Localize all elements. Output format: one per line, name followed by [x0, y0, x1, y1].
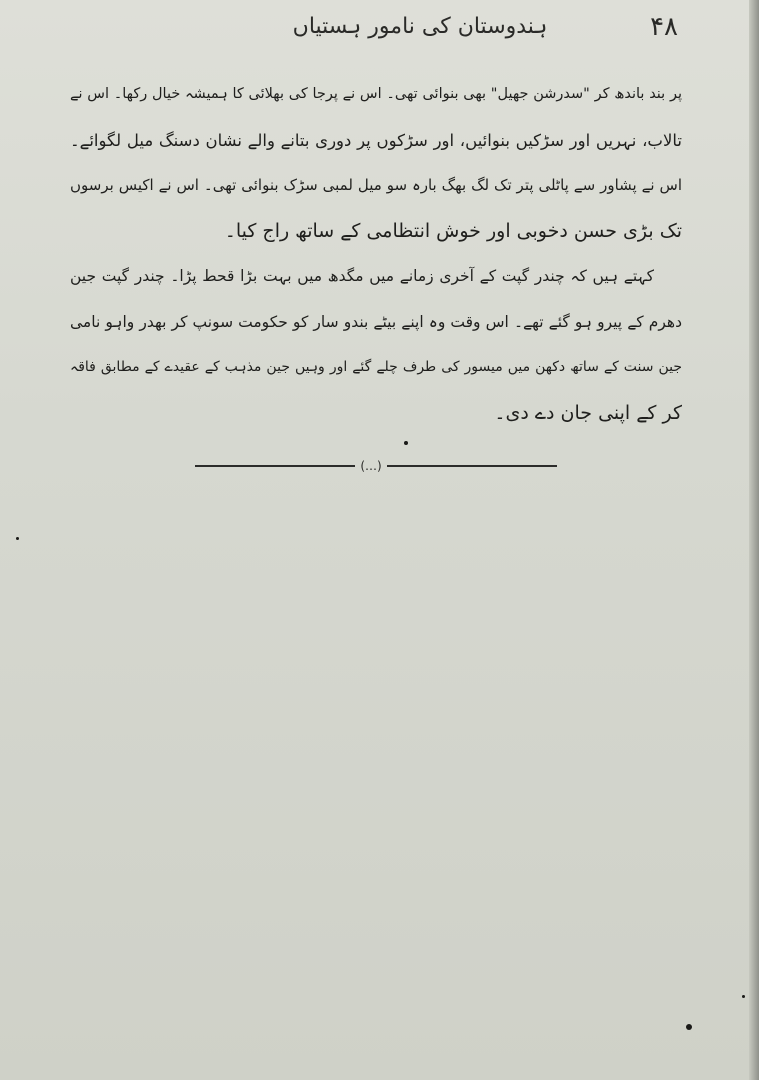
body-text: [70, 72, 682, 436]
divider-line-right: [387, 465, 557, 467]
running-title: ہندوستان کی نامور ہستیاں: [292, 14, 548, 39]
paragraph-1: [70, 72, 682, 254]
divider-knot: (…): [360, 459, 382, 473]
text-line: تالاب، نہریں اور سڑکیں بنوائیں، اور سڑکوں پر دوری بتانے والے نشان دسنگ میل لگوائے۔: [70, 130, 682, 150]
ink-speck: [16, 537, 19, 540]
text-line: پر بند باندھ کر "سدرشن جھیل" بھی بنوائی تھی۔ اس نے پرجا کی بھلائی کا ہمیشہ خیال رکھا۔ اس نے: [70, 86, 682, 102]
section-divider-ornament: [195, 458, 557, 474]
paragraph-2: [70, 254, 682, 436]
divider-line-left: [195, 465, 355, 467]
text-line: کر کے اپنی جان دے دی۔: [494, 401, 682, 424]
text-line: جین سنت کے ساتھ دکھن میں میسور کی طرف چلے گئے اور وہیں جین مذہب کے عقیدے کے مطابق فاقہ: [70, 359, 682, 375]
text-line: اس نے پشاور سے پاٹلی پتر تک لگ بھگ بارہ سو میل لمبی سڑک بنوائی تھی۔ اس نے اکیس برسوں: [70, 176, 682, 194]
page-edge-shadow: [749, 0, 759, 1080]
page-header: [40, 8, 680, 48]
page-number: ۴۸: [650, 12, 678, 42]
ink-speck: [686, 1024, 692, 1030]
text-line: کہتے ہیں کہ چندر گپت کے آخری زمانے میں مگدھ میں بہت بڑا قحط پڑا۔ چندر گپت جین: [70, 267, 654, 285]
text-line: دھرم کے پیرو ہو گئے تھے۔ اس وقت وہ اپنے بیٹے بندو سار کو حکومت سونپ کر بھدر واہو نامی: [70, 312, 682, 331]
ink-speck: [404, 441, 408, 445]
text-line: تک بڑی حسن دخوبی اور خوش انتظامی کے ساتھ راج کیا۔: [224, 219, 682, 242]
ink-speck: [742, 995, 745, 998]
